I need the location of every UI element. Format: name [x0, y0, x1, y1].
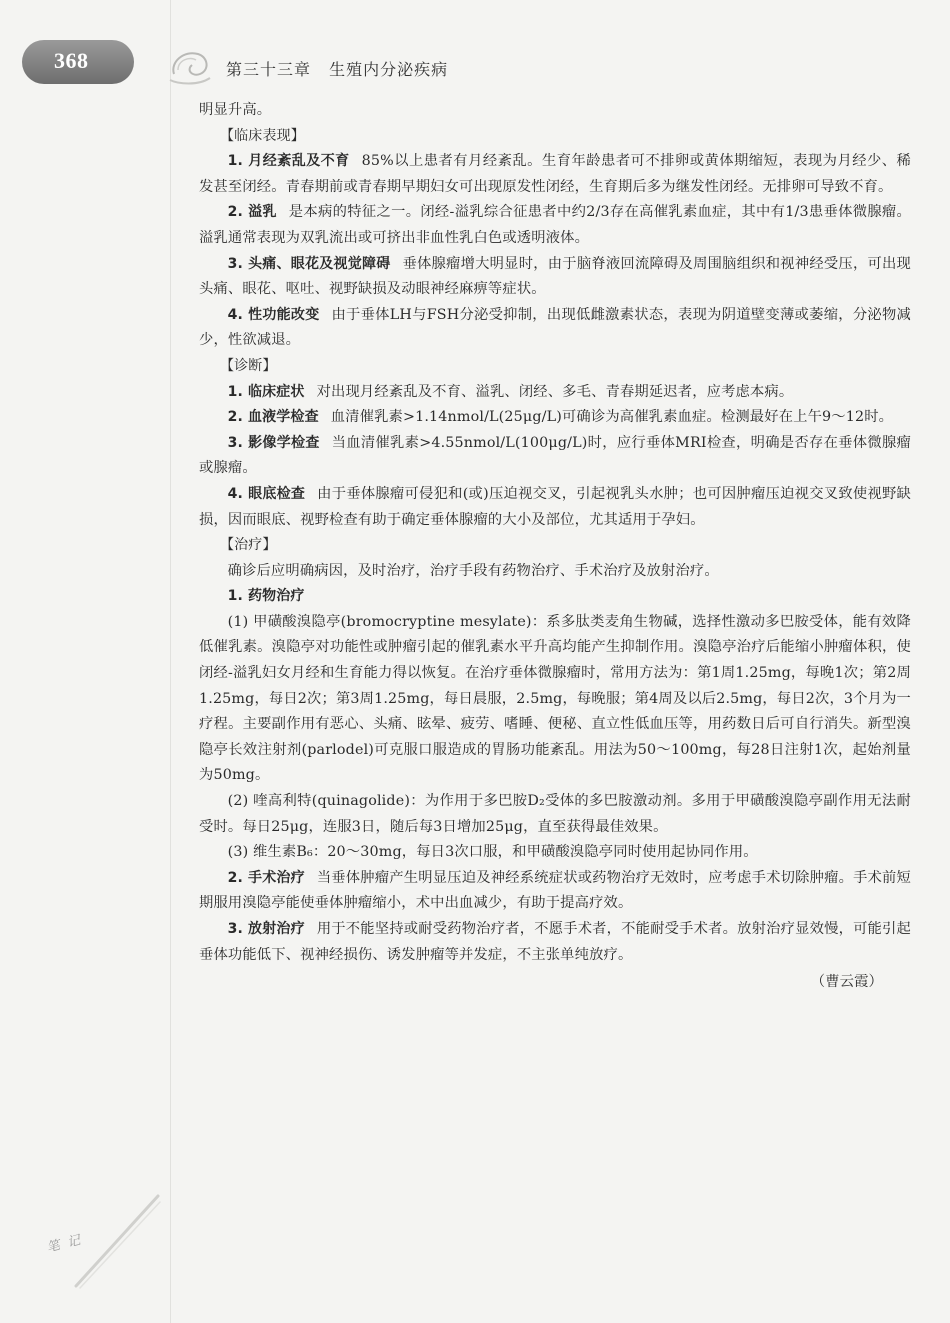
paragraph: 2. 手术治疗 当垂体肿瘤产生明显压迫及神经系统症状或药物治疗无效时，应考虑手术切除肿瘤。手术前短期服用溴隐亭能使垂体肿瘤缩小，术中出血减少，有助于提高疗效。: [199, 869, 911, 912]
margin-note-label: 笔记: [45, 1231, 90, 1256]
paragraph: 1. 临床症状 对出现月经紊乱及不育、溢乳、闭经、多毛、青春期延迟者，应考虑本病。: [227, 383, 794, 400]
paragraph: (2) 喹高利特(quinagolide)：为作用于多巴胺D₂受体的多巴胺激动剂。多用于甲磺酸溴隐亭副作用无法耐受时。每日25μg，连服3日，随后每3日增加25μg，直至获得最佳效果。: [199, 793, 911, 835]
paragraph: 4. 眼底检查 由于垂体腺瘤可侵犯和(或)压迫视交叉，引起视乳头水肿；也可因肿瘤压迫视交叉致使视野缺损，因而眼底、视野检查有助于确定垂体腺瘤的大小及部位，尤其适用于孕妇。: [199, 485, 912, 528]
chapter-title: 第三十三章 生殖内分泌疾病: [226, 60, 449, 79]
section-heading: 【临床表现】: [220, 127, 305, 144]
page-number: 368: [54, 48, 89, 73]
paragraph: 1. 药物治疗: [227, 588, 305, 605]
paragraph: 明显升高。: [199, 102, 272, 118]
author-credit: （曹云霞）: [810, 974, 883, 991]
swirl-logo-icon: [168, 44, 214, 88]
paragraph: (3) 维生素B₆：20～30mg，每日3次口服，和甲磺酸溴隐亭同时使用起协同作用。: [227, 844, 758, 861]
paragraph: 1. 月经紊乱及不育 85%以上患者有月经紊乱。生育年龄患者可不排卵或黄体期缩短，表现为月经少、稀发甚至闭经。青春期前或青春期早期妇女可出现原发性闭经，生育期后多为继发性闭经。无排卵可导致不育。: [199, 153, 911, 195]
section-heading: 【诊断】: [220, 357, 277, 374]
paragraph: (1) 甲磺酸溴隐亭(bromocryptine mesylate)：系多肽类麦角生物碱，选择性激动多巴胺受体，能有效降低催乳素。溴隐亭对功能性或肿瘤引起的催乳素水平升高均能产生抑制作用。溴隐亭治疗后能缩小肿瘤体积，使闭经-溢乳妇女月经和生育能力得以恢复。在治疗垂体微腺瘤时，常用方法为：第1周1.25mg，每晚1次；第2周1.25mg，每日2次；第3周1.25mg，每日晨服，2.5mg，每晚服；第4周及以后2.5mg，每日2次，3个月为一疗程。主要副作用有恶心、头痛、眩晕、疲劳、嗜睡、便秘、直立性低血压等，用药数日后可自行消失。新型溴隐亭长效注射剂(parlodel)可克服口服造成的胃肠功能紊乱。用法为50～100mg，每28日注射1次，起始剂量为50mg。: [199, 613, 911, 784]
paragraph: 2. 溢乳 是本病的特征之一。闭经-溢乳综合征患者中约2/3存在高催乳素血症，其中有1/3患垂体微腺瘤。溢乳通常表现为双乳流出或可挤出非血性乳白色或透明液体。: [199, 204, 911, 246]
paragraph: 2. 血液学检查 血清催乳素>1.14nmol/L(25μg/L)可确诊为高催乳素血症。检测最好在上午9～12时。: [227, 409, 894, 426]
page-number-tab: [22, 40, 134, 84]
paragraph: 确诊后应明确病因，及时治疗，治疗手段有药物治疗、手术治疗及放射治疗。: [227, 562, 719, 579]
pen-stroke-icon: [72, 1190, 162, 1290]
paragraph: 3. 影像学检查 当血清催乳素>4.55nmol/L(100μg/L)时，应行垂体MRI检查，明确是否存在垂体微腺瘤或腺瘤。: [199, 434, 911, 477]
margin-line: [170, 0, 171, 1323]
body-text: [199, 98, 911, 996]
paragraph: 3. 放射治疗 用于不能坚持或耐受药物治疗者，不愿手术者，不能耐受手术者。放射治疗显效慢，可能引起垂体功能低下、视神经损伤、诱发肿瘤等并发症，不主张单纯放疗。: [199, 921, 911, 963]
section-heading: 【治疗】: [220, 537, 277, 554]
paragraph: 3. 头痛、眼花及视觉障碍 垂体腺瘤增大明显时，由于脑脊液回流障碍及周围脑组织和视神经受压，可出现头痛、眼花、呕吐、视野缺损及动眼神经麻痹等症状。: [199, 255, 912, 298]
paragraph: 4. 性功能改变 由于垂体LH与FSH分泌受抑制，出现低雌激素状态，表现为阴道壁变薄或萎缩，分泌物减少，性欲减退。: [199, 306, 911, 349]
